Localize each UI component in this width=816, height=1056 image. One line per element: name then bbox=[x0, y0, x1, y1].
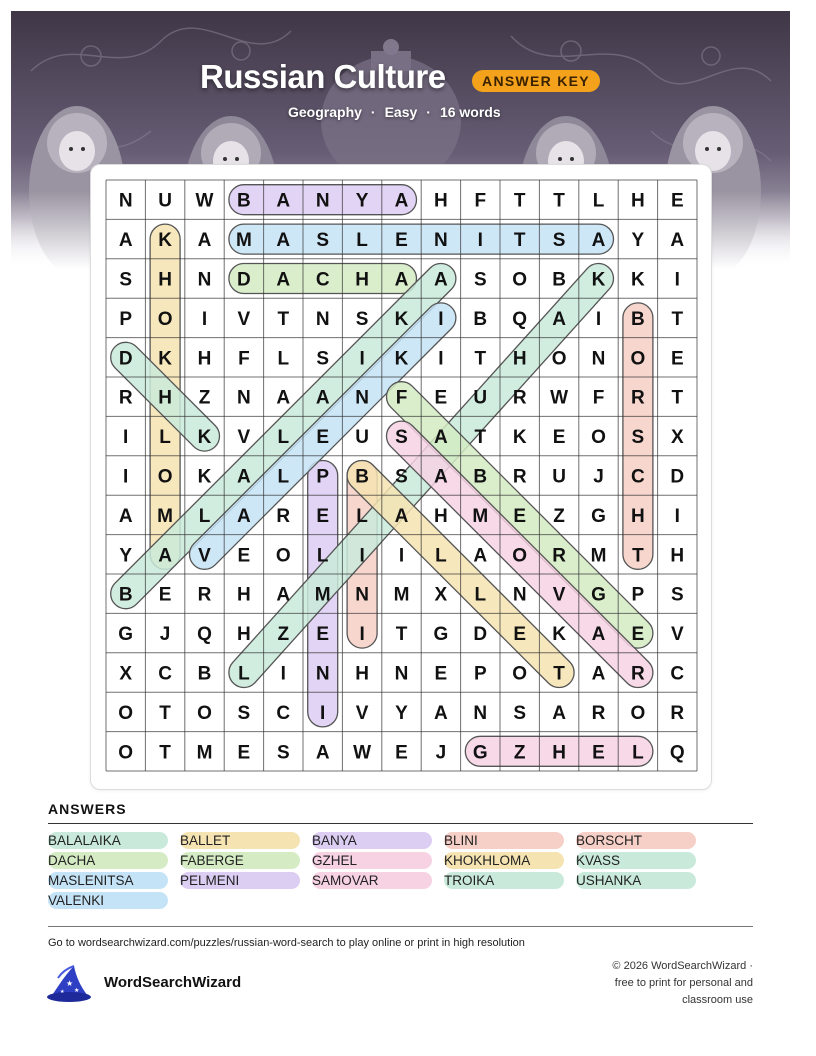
grid-letter[interactable]: I bbox=[123, 466, 129, 488]
grid-letter[interactable]: Q bbox=[669, 742, 685, 764]
grid-letter[interactable]: I bbox=[359, 348, 365, 370]
grid-letter[interactable]: Y bbox=[395, 702, 408, 724]
grid-letter[interactable]: T bbox=[671, 387, 684, 409]
grid-letter[interactable]: R bbox=[512, 466, 527, 488]
grid-letter[interactable]: E bbox=[316, 624, 330, 646]
grid-letter[interactable]: T bbox=[553, 190, 565, 212]
grid-letter[interactable]: M bbox=[196, 742, 213, 764]
grid-letter[interactable]: E bbox=[237, 545, 251, 567]
grid-letter[interactable]: A bbox=[118, 505, 133, 527]
grid-letter[interactable]: L bbox=[592, 190, 605, 212]
grid-letter[interactable]: S bbox=[552, 230, 566, 252]
grid-letter[interactable]: O bbox=[157, 308, 173, 330]
grid-letter[interactable]: L bbox=[277, 348, 290, 370]
grid-letter[interactable]: B bbox=[473, 308, 488, 330]
grid-letter[interactable]: K bbox=[591, 269, 606, 291]
grid-letter[interactable]: A bbox=[552, 308, 566, 330]
grid-letter[interactable]: V bbox=[355, 702, 369, 724]
grid-letter[interactable]: A bbox=[315, 742, 330, 764]
grid-letter[interactable]: F bbox=[238, 348, 250, 370]
grid-letter[interactable]: K bbox=[512, 427, 527, 449]
grid-letter[interactable]: V bbox=[237, 427, 251, 449]
wizard-hat-icon bbox=[46, 962, 92, 1009]
answer-item: SAMOVAR bbox=[312, 872, 432, 889]
grid-letter[interactable]: S bbox=[316, 230, 330, 252]
grid-letter[interactable]: E bbox=[316, 505, 330, 527]
grid-letter[interactable]: I bbox=[398, 545, 405, 567]
grid-letter[interactable]: H bbox=[631, 505, 645, 527]
grid-letter[interactable]: E bbox=[158, 584, 172, 606]
svg-text:★: ★ bbox=[74, 987, 80, 994]
word-search-grid bbox=[91, 165, 711, 789]
grid-letter[interactable]: T bbox=[671, 308, 684, 330]
grid-letter[interactable]: N bbox=[473, 702, 488, 724]
grid-letter[interactable]: G bbox=[591, 584, 606, 606]
grid-letter[interactable]: S bbox=[316, 348, 330, 370]
grid-letter[interactable]: H bbox=[158, 269, 172, 291]
grid-letter[interactable]: I bbox=[674, 269, 680, 291]
grid-letter[interactable]: E bbox=[670, 348, 684, 370]
grid-letter[interactable]: T bbox=[474, 348, 487, 370]
grid-letter[interactable]: T bbox=[513, 230, 526, 252]
grid-letter[interactable]: B bbox=[197, 663, 212, 685]
grid-letter[interactable]: S bbox=[355, 308, 369, 330]
grid-letter[interactable]: E bbox=[316, 427, 330, 449]
grid-letter[interactable]: R bbox=[552, 545, 566, 567]
grid-letter[interactable]: P bbox=[119, 308, 133, 330]
word-count-label: 16 words bbox=[439, 104, 501, 120]
grid-letter[interactable]: L bbox=[238, 663, 250, 685]
grid-letter[interactable]: T bbox=[553, 663, 565, 685]
grid-letter[interactable]: B bbox=[237, 190, 251, 212]
grid-letter[interactable]: G bbox=[118, 624, 134, 646]
grid-letter[interactable]: N bbox=[355, 387, 369, 409]
grid-letter[interactable]: N bbox=[434, 230, 448, 252]
puzzle-meta bbox=[288, 104, 501, 120]
grid-letter[interactable]: B bbox=[355, 466, 369, 488]
grid-letter[interactable]: M bbox=[393, 584, 410, 606]
puzzle-title: Russian Culture bbox=[200, 58, 446, 95]
grid-letter[interactable]: O bbox=[551, 348, 567, 370]
grid-letter[interactable]: S bbox=[473, 269, 487, 291]
grid-letter[interactable]: O bbox=[630, 348, 646, 370]
grid-letter[interactable]: A bbox=[670, 230, 685, 252]
grid-letter[interactable]: G bbox=[472, 742, 488, 764]
grid-letter[interactable]: I bbox=[674, 505, 680, 527]
grid-letter[interactable]: N bbox=[118, 190, 133, 212]
grid-letter[interactable]: R bbox=[118, 387, 133, 409]
grid-letter[interactable]: H bbox=[434, 505, 448, 527]
grid-letter[interactable]: S bbox=[395, 427, 408, 449]
grid-letter[interactable]: S bbox=[513, 702, 527, 724]
grid-letter[interactable]: R bbox=[670, 702, 685, 724]
grid-letter[interactable]: A bbox=[552, 702, 566, 724]
grid-letter[interactable]: I bbox=[477, 230, 483, 252]
grid-letter[interactable]: C bbox=[631, 466, 645, 488]
answer-item: KVASS bbox=[576, 852, 696, 869]
grid-letter[interactable]: C bbox=[158, 663, 172, 685]
answer-item: VALENKI bbox=[48, 892, 168, 909]
grid-letter[interactable]: W bbox=[195, 190, 214, 212]
grid-letter[interactable]: S bbox=[119, 269, 133, 291]
grid-letter[interactable]: E bbox=[631, 624, 645, 646]
grid-letter[interactable]: X bbox=[434, 584, 448, 606]
brand-name[interactable]: WordSearchWizard bbox=[104, 974, 242, 991]
grid-letter[interactable]: O bbox=[591, 427, 606, 449]
grid-letter[interactable]: A bbox=[118, 230, 133, 252]
grid-letter[interactable]: L bbox=[159, 427, 171, 449]
grid-letter[interactable]: K bbox=[158, 230, 172, 252]
grid-letter[interactable]: O bbox=[630, 702, 646, 724]
grid-letter[interactable]: N bbox=[315, 308, 330, 330]
grid-letter[interactable]: E bbox=[552, 427, 566, 449]
grid-letter[interactable]: D bbox=[237, 269, 251, 291]
grid-letter[interactable]: L bbox=[277, 466, 290, 488]
grid-letter[interactable]: A bbox=[237, 466, 251, 488]
grid-letter[interactable]: F bbox=[474, 190, 487, 212]
grid-letter[interactable]: T bbox=[513, 190, 526, 212]
grid-letter[interactable]: C bbox=[315, 269, 330, 291]
grid-letter[interactable]: L bbox=[356, 505, 368, 527]
copyright-line: © 2026 WordSearchWizard · bbox=[612, 960, 753, 972]
grid-letter[interactable]: F bbox=[592, 387, 605, 409]
grid-letter[interactable]: Q bbox=[512, 308, 528, 330]
grid-letter[interactable]: H bbox=[355, 663, 369, 685]
grid-letter[interactable]: N bbox=[512, 584, 527, 606]
grid-letter[interactable]: Y bbox=[119, 545, 133, 567]
grid-letter[interactable]: P bbox=[473, 663, 487, 685]
grid-letter[interactable]: V bbox=[552, 584, 566, 606]
grid-letter[interactable]: L bbox=[316, 545, 329, 567]
grid-letter[interactable]: W bbox=[550, 387, 569, 409]
grid-letter[interactable]: K bbox=[394, 348, 409, 370]
grid-letter[interactable]: J bbox=[159, 624, 171, 646]
grid-letter[interactable]: J bbox=[435, 742, 447, 764]
grid-letter[interactable]: R bbox=[591, 702, 606, 724]
grid-letter[interactable]: U bbox=[355, 427, 369, 449]
grid-letter[interactable]: Z bbox=[198, 387, 211, 409]
grid-letter[interactable]: A bbox=[276, 387, 291, 409]
grid-letter[interactable]: V bbox=[670, 624, 684, 646]
grid-letter[interactable]: A bbox=[276, 584, 291, 606]
answer-item: TROIKA bbox=[444, 872, 564, 889]
grid-letter[interactable]: O bbox=[118, 742, 134, 764]
grid-letter[interactable]: A bbox=[434, 269, 448, 291]
answer-item: BLINI bbox=[444, 832, 564, 849]
grid-letter[interactable]: S bbox=[670, 584, 684, 606]
answers-heading: ANSWERS bbox=[48, 801, 127, 817]
grid-letter[interactable]: A bbox=[276, 269, 291, 291]
grid-letter[interactable]: W bbox=[353, 742, 372, 764]
grid-letter[interactable]: T bbox=[395, 624, 408, 646]
grid-letter[interactable]: J bbox=[593, 466, 604, 488]
answer-item: USHANKA bbox=[576, 872, 696, 889]
grid-letter[interactable]: E bbox=[395, 230, 408, 252]
grid-letter[interactable]: O bbox=[512, 663, 528, 685]
grid-letter[interactable]: P bbox=[316, 466, 330, 488]
grid-letter[interactable]: V bbox=[198, 545, 211, 567]
grid-letter[interactable]: N bbox=[591, 348, 606, 370]
grid-letter[interactable]: G bbox=[591, 505, 606, 527]
grid-letter[interactable]: I bbox=[438, 348, 444, 370]
grid-letter[interactable]: L bbox=[435, 545, 447, 567]
grid-letter[interactable]: A bbox=[434, 427, 448, 449]
grid-letter[interactable]: M bbox=[472, 505, 489, 527]
grid-letter[interactable]: D bbox=[118, 348, 133, 370]
grid-letter[interactable]: H bbox=[237, 584, 251, 606]
grid-letter[interactable]: A bbox=[315, 387, 330, 409]
grid-letter[interactable]: H bbox=[552, 742, 566, 764]
grid-letter[interactable]: K bbox=[197, 466, 212, 488]
copyright-notice bbox=[553, 958, 753, 1009]
grid-letter[interactable]: E bbox=[237, 742, 251, 764]
grid-letter[interactable]: Q bbox=[197, 624, 212, 646]
answer-item: KHOKHLOMA bbox=[444, 852, 564, 869]
grid-letter[interactable]: N bbox=[315, 663, 330, 685]
grid-letter[interactable]: A bbox=[276, 190, 291, 212]
grid-letter[interactable]: O bbox=[512, 269, 528, 291]
grid-letter[interactable]: U bbox=[158, 190, 172, 212]
grid-letter[interactable]: E bbox=[592, 742, 605, 764]
grid-letter[interactable]: H bbox=[434, 190, 448, 212]
svg-text:★: ★ bbox=[66, 979, 74, 988]
grid-letter[interactable]: H bbox=[631, 190, 645, 212]
grid-letter[interactable]: T bbox=[474, 427, 487, 449]
grid-letter[interactable]: A bbox=[237, 505, 251, 527]
grid-letter[interactable]: L bbox=[632, 742, 644, 764]
grid-letter[interactable]: O bbox=[512, 545, 528, 567]
grid-letter[interactable]: E bbox=[434, 663, 448, 685]
grid-letter[interactable]: K bbox=[158, 348, 172, 370]
separator-dot: · bbox=[426, 104, 431, 120]
grid-letter[interactable]: N bbox=[355, 584, 369, 606]
grid-letter[interactable]: R bbox=[276, 505, 291, 527]
grid-letter[interactable]: M bbox=[314, 584, 331, 606]
answers-divider bbox=[48, 823, 753, 824]
grid-letter[interactable]: P bbox=[631, 584, 645, 606]
grid-letter[interactable]: E bbox=[670, 190, 684, 212]
grid-letter[interactable]: H bbox=[512, 348, 527, 370]
grid-letter[interactable]: H bbox=[158, 387, 172, 409]
grid-letter[interactable]: L bbox=[356, 230, 368, 252]
grid-letter[interactable]: D bbox=[473, 624, 488, 646]
grid-letter[interactable]: B bbox=[118, 584, 133, 606]
grid-letter[interactable]: K bbox=[197, 427, 212, 449]
grid-letter[interactable]: V bbox=[237, 308, 251, 330]
grid-letter[interactable]: E bbox=[434, 387, 448, 409]
answer-item: BALLET bbox=[180, 832, 300, 849]
grid-letter[interactable]: X bbox=[670, 427, 684, 449]
grid-letter[interactable]: A bbox=[591, 230, 606, 252]
answer-item: GZHEL bbox=[312, 852, 432, 869]
grid-letter[interactable]: K bbox=[552, 624, 566, 646]
grid-letter[interactable]: A bbox=[473, 545, 488, 567]
grid-letter[interactable]: Y bbox=[631, 230, 645, 252]
grid-letter[interactable]: T bbox=[159, 742, 171, 764]
grid-letter[interactable]: I bbox=[359, 545, 365, 567]
grid-letter[interactable]: Z bbox=[277, 624, 290, 646]
grid-letter[interactable]: L bbox=[277, 427, 290, 449]
grid-letter[interactable]: K bbox=[631, 269, 645, 291]
grid-letter[interactable]: I bbox=[320, 702, 326, 724]
grid-letter[interactable]: E bbox=[395, 742, 408, 764]
grid-letter[interactable]: M bbox=[590, 545, 607, 567]
grid-letter[interactable]: S bbox=[631, 427, 645, 449]
answer-item: DACHA bbox=[48, 852, 168, 869]
grid-letter[interactable]: A bbox=[591, 663, 606, 685]
grid-letter[interactable]: E bbox=[513, 505, 527, 527]
grid-letter[interactable]: A bbox=[591, 624, 606, 646]
svg-text:★: ★ bbox=[60, 989, 65, 995]
grid-letter[interactable]: U bbox=[552, 466, 566, 488]
grid-letter[interactable]: T bbox=[632, 545, 644, 567]
grid-letter[interactable]: A bbox=[158, 545, 172, 567]
grid-letter[interactable]: O bbox=[157, 466, 173, 488]
answer-item: BORSCHT bbox=[576, 832, 696, 849]
grid-letter[interactable]: H bbox=[670, 545, 685, 567]
grid-letter[interactable]: L bbox=[474, 584, 487, 606]
grid-letter[interactable]: A bbox=[394, 190, 409, 212]
answer-item: BALALAIKA bbox=[48, 832, 168, 849]
grid-letter[interactable]: I bbox=[201, 308, 208, 330]
grid-letter[interactable]: I bbox=[280, 663, 286, 685]
grid-letter[interactable]: N bbox=[315, 190, 330, 212]
grid-letter[interactable]: I bbox=[595, 308, 602, 330]
grid-letter[interactable]: U bbox=[473, 387, 488, 409]
grid-letter[interactable]: C bbox=[276, 702, 291, 724]
grid-letter[interactable]: F bbox=[395, 387, 408, 409]
grid-letter[interactable]: R bbox=[631, 663, 645, 685]
footer-divider bbox=[48, 926, 753, 927]
separator-dot: · bbox=[370, 104, 376, 120]
answer-item: MASLENITSA bbox=[48, 872, 168, 889]
grid-letter[interactable]: I bbox=[438, 308, 444, 330]
grid-letter[interactable]: S bbox=[237, 702, 251, 724]
grid-letter[interactable]: R bbox=[631, 387, 645, 409]
grid-letter[interactable]: B bbox=[473, 466, 488, 488]
grid-letter[interactable]: B bbox=[552, 269, 566, 291]
grid-letter[interactable]: Z bbox=[513, 742, 526, 764]
grid-letter[interactable]: R bbox=[197, 584, 212, 606]
grid-letter[interactable]: A bbox=[434, 466, 448, 488]
grid-letter[interactable]: Y bbox=[355, 190, 369, 212]
category-label: Geography bbox=[288, 104, 362, 120]
grid-letter[interactable]: A bbox=[276, 230, 291, 252]
grid-letter[interactable]: K bbox=[394, 308, 409, 330]
copyright-line: free to print for personal and bbox=[614, 977, 753, 989]
grid-letter[interactable]: E bbox=[513, 624, 527, 646]
grid-letter[interactable]: C bbox=[670, 663, 685, 685]
grid-letter[interactable]: A bbox=[394, 269, 409, 291]
grid-letter[interactable]: B bbox=[631, 308, 645, 330]
grid-letter[interactable]: A bbox=[434, 702, 448, 724]
copyright-line: classroom use bbox=[682, 994, 753, 1006]
answer-item: BANYA bbox=[312, 832, 432, 849]
grid-letter[interactable]: O bbox=[275, 545, 291, 567]
grid-letter[interactable]: T bbox=[159, 702, 171, 724]
grid-letter[interactable]: R bbox=[512, 387, 527, 409]
grid-letter[interactable]: I bbox=[123, 427, 129, 449]
grid-letter[interactable]: H bbox=[237, 624, 251, 646]
grid-letter[interactable]: X bbox=[119, 663, 133, 685]
puzzle-board bbox=[90, 164, 712, 790]
grid-letter[interactable]: A bbox=[197, 230, 212, 252]
grid-letter[interactable]: H bbox=[197, 348, 212, 370]
grid-letter[interactable]: M bbox=[235, 230, 252, 252]
grid-letter[interactable]: A bbox=[394, 505, 409, 527]
grid-letter[interactable]: D bbox=[670, 466, 685, 488]
grid-letter[interactable]: N bbox=[394, 663, 409, 685]
grid-letter[interactable]: O bbox=[118, 702, 134, 724]
answer-key-badge: ANSWER KEY bbox=[472, 70, 600, 92]
grid-letter[interactable]: O bbox=[197, 702, 212, 724]
grid-letter[interactable]: T bbox=[277, 308, 290, 330]
grid-letter[interactable]: M bbox=[157, 505, 174, 527]
grid-letter[interactable]: N bbox=[237, 387, 251, 409]
grid-letter[interactable]: H bbox=[355, 269, 369, 291]
grid-letter[interactable]: Z bbox=[553, 505, 565, 527]
answer-item: PELMENI bbox=[180, 872, 300, 889]
grid-letter[interactable]: N bbox=[197, 269, 212, 291]
grid-letter[interactable]: S bbox=[276, 742, 290, 764]
grid-letter[interactable]: L bbox=[198, 505, 211, 527]
grid-letter[interactable]: I bbox=[359, 624, 365, 646]
footer-link[interactable]: Go to wordsearchwizard.com/puzzles/russian-word-search to play online or print in high resolution bbox=[48, 937, 525, 949]
grid-letter[interactable]: S bbox=[395, 466, 408, 488]
grid-letter[interactable]: G bbox=[433, 624, 449, 646]
difficulty-label: Easy bbox=[384, 104, 418, 120]
answer-item: FABERGE bbox=[180, 852, 300, 869]
